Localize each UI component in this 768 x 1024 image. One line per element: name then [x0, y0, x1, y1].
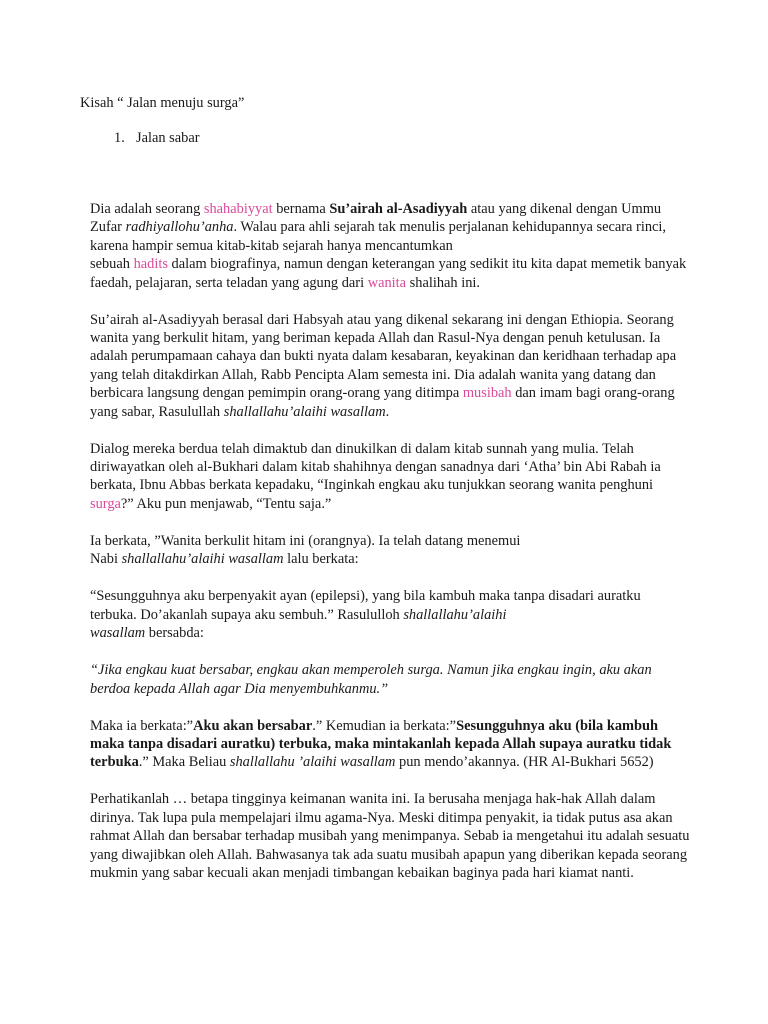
document-title: Kisah “ Jalan menuju surga”: [80, 95, 245, 111]
paragraph-request: [90, 587, 690, 642]
text: . Walau para ahli sejarah tak menulis perjalanan kehidupannya secara rinci, karena hampir semua kitab-kitab sejarah hanya mencantumkan: [90, 219, 667, 254]
text: Perhatikanlah … betapa tingginya keimanan wanita ini. Ia berusaha menjaga hak-hak Allah dalam dirinya. Tak lupa pula mempelajari ilmu agama-Nya. Meski ditimpa penyakit, ia tidak putus asa akan rahmat Allah dan bersabar terhadap musibah yang menimpanya. Sebab ia mengetahui itu adalah sesuatu yang diwajibkan oleh Allah. Bahwasanya tak ada suatu musibah apapun yang diberikan kepada seorang mukmin yang sabar kecuali akan menjadi timbangan kebaikan baginya pada hari kiamat nanti.: [90, 791, 690, 881]
text: bersabda:: [145, 625, 204, 642]
text: ?” Aku pun menjawab, “Tentu saja.”: [120, 495, 332, 512]
text: Ia berkata, ”Wanita berkulit hitam ini (orangnya). Ia telah datang menemui: [90, 532, 521, 549]
text: Nabi: [90, 551, 122, 568]
bold-name: Su’airah al-Asadiyyah: [329, 201, 468, 217]
story-body: [90, 200, 690, 901]
italic-text: wasallam: [90, 625, 146, 642]
link-wanita[interactable]: wanita: [367, 274, 407, 291]
link-hadits[interactable]: hadits: [133, 256, 168, 273]
text: atau yang dikenal dengan Ummu Zufar: [90, 201, 662, 236]
bold-text: Sesungguhnya aku (bila kambuh maka tanpa disadari auratku) terbuka, maka mintakanlah kepada Allah supaya auratku tidak terbuka: [90, 717, 672, 771]
italic-text: radhiyallohu’anha: [125, 219, 234, 236]
paragraph-answer: [90, 717, 690, 772]
link-musibah[interactable]: musibah: [462, 385, 512, 402]
paragraph-quote: [90, 661, 690, 698]
text: dan imam bagi orang-orang yang sabar, Rasulullah: [90, 385, 675, 420]
italic-text: shallallahu ’alaihi wasallam: [229, 754, 396, 771]
text: Maka ia berkata:”: [90, 717, 194, 734]
paragraph-dialog: [90, 440, 690, 514]
text: Dialog mereka berdua telah dimaktub dan dinukilkan di dalam kitab sunnah yang mulia. Telah diriwayatkan oleh al-Bukhari dalam kitab shahihnya dengan sanadnya dari ‘Atha’ bin Abi Rabah ia berkata, Ibnu Abbas berkata kepadaku, “Inginkah engkau aku tunjukkan seorang wanita penghuni: [90, 440, 661, 494]
paragraph-origin: [90, 311, 690, 421]
text: dalam biografinya, namun dengan keterangan yang sedikit itu kita dapat memetik banyak faedah, pelajaran, serta teladan yang agung dari: [90, 256, 687, 291]
list-heading: [114, 129, 200, 147]
italic-quote: “Jika engkau kuat bersabar, engkau akan memperoleh surga. Namun jika engkau ingin, aku akan berdoa kepada Allah agar Dia menyembuhkanmu.”: [90, 662, 652, 697]
line-break-group: [90, 255, 690, 292]
link-shahabiyyat[interactable]: shahabiyyat: [203, 201, 273, 217]
line-break-group: [90, 624, 690, 642]
bold-text: Aku akan bersabar: [193, 717, 313, 734]
text: “Sesungguhnya aku berpenyakit ayan (epilepsi), yang bila kambuh maka tanpa disadari auratku terbuka. Do’akanlah supaya aku sembuh.” Rasululloh: [90, 588, 641, 623]
text: lalu berkata:: [283, 551, 359, 568]
text: .” Maka Beliau: [138, 754, 230, 771]
text: sebuah: [90, 256, 134, 273]
text: .” Kemudian ia berkata:”: [312, 717, 457, 734]
text: Dia adalah seorang: [90, 201, 204, 217]
link-surga[interactable]: surga: [90, 495, 121, 512]
list-number: 1.: [114, 130, 125, 146]
line-break-group: [90, 550, 690, 568]
text: .: [385, 403, 390, 420]
paragraph-reflection: [90, 790, 690, 882]
italic-text: shallallahu’alaihi: [403, 606, 507, 623]
italic-text: shallallahu’alaihi wasallam: [223, 403, 386, 420]
italic-text: shallallahu’alaihi wasallam: [121, 551, 284, 568]
list-heading-label: Jalan sabar: [136, 130, 200, 146]
paragraph-intro: [90, 200, 690, 292]
text: bernama: [272, 201, 330, 217]
text: shalihah ini.: [406, 274, 480, 291]
text: Su’airah al-Asadiyyah berasal dari Habsyah atau yang dikenal sekarang ini dengan Ethiopia. Seorang wanita yang berkulit hitam, yang beriman kepada Allah dan Rasul-Nya dengan penuh ketulusan. Ia adalah perumpamaan cahaya dan bukti nyata dalam kesabaran, keyakinan dan keridhaan terhadap apa yang telah ditakdirkan Allah, Rabb Pencipta Alam semesta ini. Dia adalah wanita yang datang dan berbicara langsung dengan pemimpin orang-orang yang ditimpa: [90, 311, 677, 402]
text: pun mendo’akannya. (HR Al-Bukhari 5652): [395, 754, 654, 771]
paragraph-said: [90, 532, 690, 569]
